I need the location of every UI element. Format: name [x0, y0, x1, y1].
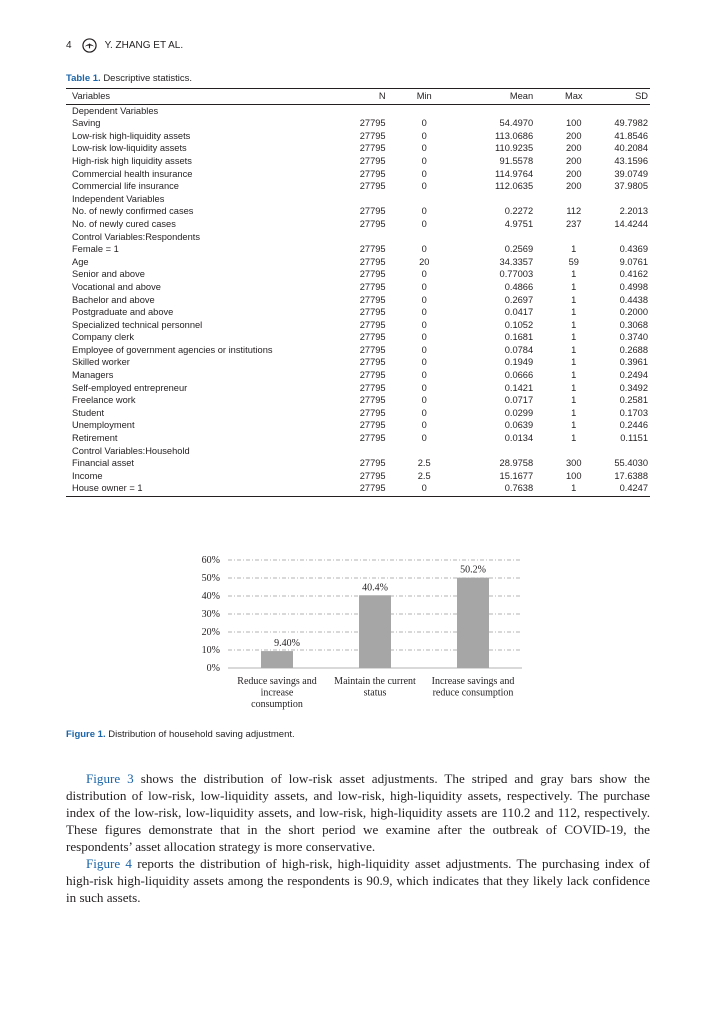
- cell-sd: 0.1703: [619, 407, 648, 418]
- group-heading: Control Variables:Respondents: [72, 231, 200, 242]
- cell-variable: Unemployment: [72, 420, 135, 431]
- bar-data-label: 40.4%: [362, 582, 388, 594]
- cell-min: 0: [421, 307, 427, 318]
- cell-n: 27795: [359, 181, 386, 192]
- group-heading: Independent Variables: [72, 193, 165, 204]
- table-row: [66, 180, 650, 193]
- cell-variable: Financial asset: [72, 458, 135, 469]
- cell-mean: 0.0417: [504, 307, 534, 318]
- descriptive-statistics-table: [66, 88, 650, 497]
- body-text: [66, 770, 650, 906]
- cell-max: 1: [571, 269, 577, 280]
- cell-mean: 15.1677: [499, 470, 534, 481]
- cell-min: 2.5: [417, 470, 431, 481]
- cell-max: 1: [571, 382, 577, 393]
- cell-mean: 0.0666: [504, 370, 534, 381]
- cell-variable: High-risk high liquidity assets: [72, 155, 192, 166]
- cell-sd: 9.0761: [619, 256, 648, 267]
- cell-variable: Bachelor and above: [72, 294, 155, 305]
- cell-sd: 0.2688: [619, 344, 648, 355]
- cell-mean: 114.9764: [495, 168, 534, 179]
- table-row: [66, 331, 650, 344]
- x-category-label: status: [363, 687, 387, 699]
- cell-max: 300: [566, 458, 582, 469]
- x-category-label: consumption: [251, 699, 303, 710]
- cell-sd: 2.2013: [619, 206, 648, 217]
- paragraph-2-text: reports the distribution of high-risk, high-liquidity asset adjustments. The purchasing index of high-risk high-liquidity assets among the respondents is 90.9, which indicates that they likely lack confidence in such assets.: [66, 856, 650, 905]
- cell-variable: Commercial life insurance: [72, 181, 179, 192]
- group-row: [66, 231, 650, 244]
- cell-mean: 0.1421: [504, 382, 534, 393]
- group-heading: Control Variables:Household: [72, 445, 190, 456]
- cell-n: 27795: [334, 482, 386, 496]
- cell-min: 0: [421, 420, 427, 431]
- cell-min: 20: [419, 256, 430, 267]
- cell-sd: 0.2446: [619, 420, 648, 431]
- table-row: [66, 382, 650, 395]
- cell-max: 1: [571, 307, 577, 318]
- bar: [359, 595, 391, 668]
- page-number: 4: [66, 40, 72, 51]
- cell-max: 100: [566, 118, 582, 129]
- table-row: [66, 218, 650, 231]
- table-row: [66, 356, 650, 369]
- cell-mean: 54.4970: [499, 118, 534, 129]
- col-header-n: N: [334, 89, 386, 105]
- cell-mean: 0.0134: [504, 433, 534, 444]
- cell-n: 27795: [359, 344, 386, 355]
- cell-max: 200: [566, 168, 582, 179]
- table-header-row: [66, 89, 650, 105]
- col-header-mean: Mean: [457, 89, 533, 105]
- cell-n: 27795: [359, 332, 386, 343]
- cell-mean: 0.7638: [457, 482, 533, 496]
- cell-sd: 41.8546: [614, 130, 648, 141]
- cell-max: 1: [571, 407, 577, 418]
- bar: [261, 651, 293, 668]
- cell-sd: 37.9805: [614, 181, 648, 192]
- cell-variable: Low-risk high-liquidity assets: [72, 130, 191, 141]
- x-category-label: Increase savings and: [431, 676, 515, 687]
- cell-max: 100: [566, 470, 582, 481]
- cell-n: 27795: [359, 143, 386, 154]
- group-heading: Dependent Variables: [72, 105, 159, 116]
- cell-min: 0: [421, 118, 427, 129]
- y-tick-label: 40%: [201, 591, 220, 602]
- cell-max: 1: [571, 294, 577, 305]
- cell-variable: Managers: [72, 370, 114, 381]
- figure-caption: [66, 729, 295, 740]
- cell-mean: 34.3357: [499, 256, 534, 267]
- cell-min: 0: [421, 206, 427, 217]
- cell-min: 0: [421, 155, 427, 166]
- cell-variable: Vocational and above: [72, 281, 161, 292]
- y-tick-label: 50%: [201, 573, 220, 584]
- cell-variable: No. of newly cured cases: [72, 218, 176, 229]
- cell-n: 27795: [359, 470, 386, 481]
- cell-n: 27795: [359, 130, 386, 141]
- cell-mean: 0.77003: [499, 269, 534, 280]
- table-caption: [66, 73, 192, 84]
- cell-sd: 0.4247: [608, 482, 650, 496]
- cell-n: 27795: [359, 256, 386, 267]
- cell-sd: 0.3068: [619, 319, 648, 330]
- figure-caption-text: Distribution of household saving adjustment.: [108, 729, 295, 740]
- cell-n: 27795: [359, 206, 386, 217]
- x-category-label: Maintain the current: [334, 676, 416, 687]
- cell-min: 0: [421, 382, 427, 393]
- cell-sd: 0.4369: [619, 244, 648, 255]
- cell-max: 1: [571, 395, 577, 406]
- col-header-max: Max: [533, 89, 608, 105]
- bar-chart-svg: [180, 552, 540, 732]
- cell-variable: Female = 1: [72, 244, 119, 255]
- cell-n: 27795: [359, 382, 386, 393]
- table-row: [66, 419, 650, 432]
- author-running-head: Y. ZHANG ET AL.: [104, 40, 184, 51]
- cell-min: 0: [421, 395, 427, 406]
- cell-n: 27795: [359, 294, 386, 305]
- cell-mean: 0.1052: [504, 319, 534, 330]
- table-row: [66, 470, 650, 483]
- cell-mean: 28.9758: [499, 458, 534, 469]
- cell-variable: Self-employed entrepreneur: [72, 382, 188, 393]
- cell-n: 27795: [359, 433, 386, 444]
- cell-n: 27795: [359, 307, 386, 318]
- cell-n: 27795: [359, 281, 386, 292]
- cell-n: 27795: [359, 319, 386, 330]
- cell-sd: 0.2000: [619, 307, 648, 318]
- cell-n: 27795: [359, 407, 386, 418]
- cell-variable: Retirement: [72, 433, 118, 444]
- cell-min: 0: [421, 319, 427, 330]
- cell-sd: 0.4998: [619, 281, 648, 292]
- cell-variable: Commercial health insurance: [72, 168, 193, 179]
- cell-mean: 110.9235: [495, 143, 534, 154]
- cell-min: 2.5: [417, 458, 431, 469]
- cell-n: 27795: [359, 244, 386, 255]
- cell-n: 27795: [359, 269, 386, 280]
- cell-max: 1: [571, 332, 577, 343]
- table-row: [66, 344, 650, 357]
- x-category-label: Reduce savings and: [237, 676, 317, 687]
- group-row: [66, 445, 650, 458]
- cell-max: 1: [571, 420, 577, 431]
- cell-sd: 17.6388: [614, 470, 648, 481]
- cell-mean: 0.1681: [504, 332, 534, 343]
- cell-min: 0: [421, 294, 427, 305]
- table-row: [66, 319, 650, 332]
- cell-min: 0: [421, 181, 427, 192]
- cell-max: 200: [566, 181, 582, 192]
- table-title: Descriptive statistics.: [103, 73, 192, 84]
- table-row: [66, 155, 650, 168]
- paragraph-2: [66, 855, 650, 906]
- cell-n: 27795: [359, 118, 386, 129]
- cell-variable: Low-risk low-liquidity assets: [72, 143, 187, 154]
- cell-sd: 0.2581: [619, 395, 648, 406]
- cell-max: 1: [533, 482, 608, 496]
- cell-min: 0: [421, 433, 427, 444]
- x-category-label: increase: [260, 687, 294, 699]
- cell-n: 27795: [359, 357, 386, 368]
- cell-sd: 43.1596: [614, 155, 648, 166]
- bar-data-label: 9.40%: [274, 638, 300, 650]
- table-row: [66, 168, 650, 181]
- figure-4-link[interactable]: Figure 4: [86, 856, 132, 871]
- cell-max: 237: [566, 218, 582, 229]
- cell-sd: 0.3492: [619, 382, 648, 393]
- x-category-label: reduce consumption: [432, 687, 514, 699]
- cell-mean: 112.0635: [495, 181, 534, 192]
- cell-variable: No. of newly confirmed cases: [72, 206, 194, 217]
- cell-n: 27795: [359, 420, 386, 431]
- table-row: [66, 394, 650, 407]
- journal-logo-icon: [82, 38, 97, 53]
- cell-variable: Age: [72, 256, 89, 267]
- cell-variable: Employee of government agencies or institutions: [72, 344, 273, 355]
- paragraph-1: [66, 770, 650, 855]
- cell-n: 27795: [359, 218, 386, 229]
- cell-max: 1: [571, 281, 577, 292]
- cell-mean: 0.2569: [504, 244, 534, 255]
- bar: [457, 578, 489, 668]
- cell-min: 0: [386, 482, 457, 496]
- cell-mean: 0.0299: [504, 407, 534, 418]
- y-tick-label: 30%: [201, 609, 220, 620]
- cell-min: 0: [421, 168, 427, 179]
- cell-variable: Student: [72, 407, 105, 418]
- cell-sd: 49.7982: [614, 118, 648, 129]
- cell-mean: 0.0784: [504, 344, 534, 355]
- table-row: [66, 457, 650, 470]
- cell-variable: Postgraduate and above: [72, 307, 174, 318]
- cell-min: 0: [421, 143, 427, 154]
- y-tick-label: 10%: [201, 645, 220, 656]
- cell-mean: 0.0639: [504, 420, 534, 431]
- cell-max: 1: [571, 319, 577, 330]
- table-row: [66, 407, 650, 420]
- group-row: [66, 193, 650, 206]
- table-row: [66, 482, 650, 496]
- cell-mean: 4.9751: [504, 218, 534, 229]
- table-row: [66, 205, 650, 218]
- y-tick-label: 20%: [201, 627, 220, 638]
- figure-label: Figure 1.: [66, 729, 106, 740]
- table-row: [66, 281, 650, 294]
- cell-variable: Income: [72, 470, 103, 481]
- y-tick-label: 0%: [206, 663, 220, 674]
- cell-max: 1: [571, 244, 577, 255]
- cell-n: 27795: [359, 155, 386, 166]
- table-row: [66, 268, 650, 281]
- col-header-variables: Variables: [66, 89, 334, 105]
- cell-n: 27795: [359, 395, 386, 406]
- paragraph-1-text: shows the distribution of low-risk asset adjustments. The striped and gray bars show the distribution of low-risk, low-liquidity assets, and low-risk, high-liquidity assets, respectively. The purchase index of the low-risk, low-liquidity assets, and low-risk, high-liquidity assets are 110.2 and 112, respectively. These figures demonstrate that in the short period we examine after the outbreak of COVID-19, the respondents’ asset allocation strategy is more conservative.: [66, 771, 650, 854]
- table-row: [66, 130, 650, 143]
- cell-variable: Senior and above: [72, 269, 145, 280]
- running-header: [66, 38, 183, 53]
- cell-min: 0: [421, 244, 427, 255]
- cell-variable: Freelance work: [72, 395, 136, 406]
- bar-data-label: 50.2%: [460, 564, 486, 576]
- cell-sd: 0.1151: [620, 433, 648, 444]
- cell-sd: 40.2084: [614, 143, 648, 154]
- cell-max: 112: [566, 206, 582, 217]
- cell-mean: 0.1949: [504, 357, 534, 368]
- col-header-sd: SD: [608, 89, 650, 105]
- cell-max: 200: [566, 143, 582, 154]
- cell-min: 0: [421, 332, 427, 343]
- cell-min: 0: [421, 281, 427, 292]
- table-row: [66, 117, 650, 130]
- cell-mean: 113.0686: [495, 130, 534, 141]
- cell-max: 1: [571, 344, 577, 355]
- cell-min: 0: [421, 218, 427, 229]
- table-row: [66, 142, 650, 155]
- cell-mean: 0.2272: [504, 206, 534, 217]
- col-header-min: Min: [386, 89, 457, 105]
- cell-max: 59: [568, 256, 579, 267]
- cell-min: 0: [421, 357, 427, 368]
- cell-sd: 55.4030: [614, 458, 648, 469]
- cell-mean: 0.0717: [504, 395, 534, 406]
- cell-sd: 0.4438: [619, 294, 648, 305]
- cell-max: 1: [571, 370, 577, 381]
- figure-3-link[interactable]: Figure 3: [86, 771, 134, 786]
- cell-max: 200: [566, 130, 582, 141]
- cell-min: 0: [421, 407, 427, 418]
- cell-sd: 14.4244: [614, 218, 648, 229]
- cell-max: 1: [571, 357, 577, 368]
- cell-sd: 0.3961: [619, 357, 648, 368]
- y-tick-label: 60%: [201, 555, 220, 566]
- cell-n: 27795: [359, 458, 386, 469]
- cell-variable: Skilled worker: [72, 357, 130, 368]
- cell-max: 200: [566, 155, 582, 166]
- cell-max: 1: [571, 433, 577, 444]
- table-row: [66, 306, 650, 319]
- cell-variable: House owner = 1: [66, 482, 334, 496]
- cell-n: 27795: [359, 370, 386, 381]
- cell-mean: 0.2697: [504, 294, 534, 305]
- cell-min: 0: [421, 344, 427, 355]
- cell-sd: 39.0749: [614, 168, 648, 179]
- cell-sd: 0.3740: [619, 332, 648, 343]
- table-label: Table 1.: [66, 73, 101, 84]
- table-row: [66, 243, 650, 256]
- cell-sd: 0.4162: [619, 269, 648, 280]
- cell-mean: 91.5578: [499, 155, 534, 166]
- table-row: [66, 256, 650, 269]
- cell-sd: 0.2494: [619, 370, 648, 381]
- saving-adjustment-chart: [180, 552, 540, 732]
- group-row: [66, 104, 650, 117]
- cell-variable: Specialized technical personnel: [72, 319, 203, 330]
- cell-min: 0: [421, 130, 427, 141]
- table-row: [66, 432, 650, 445]
- table-row: [66, 369, 650, 382]
- cell-variable: Saving: [72, 118, 101, 129]
- cell-min: 0: [421, 370, 427, 381]
- cell-min: 0: [421, 269, 427, 280]
- cell-mean: 0.4866: [504, 281, 534, 292]
- cell-n: 27795: [359, 168, 386, 179]
- cell-variable: Company clerk: [72, 332, 135, 343]
- table-row: [66, 294, 650, 307]
